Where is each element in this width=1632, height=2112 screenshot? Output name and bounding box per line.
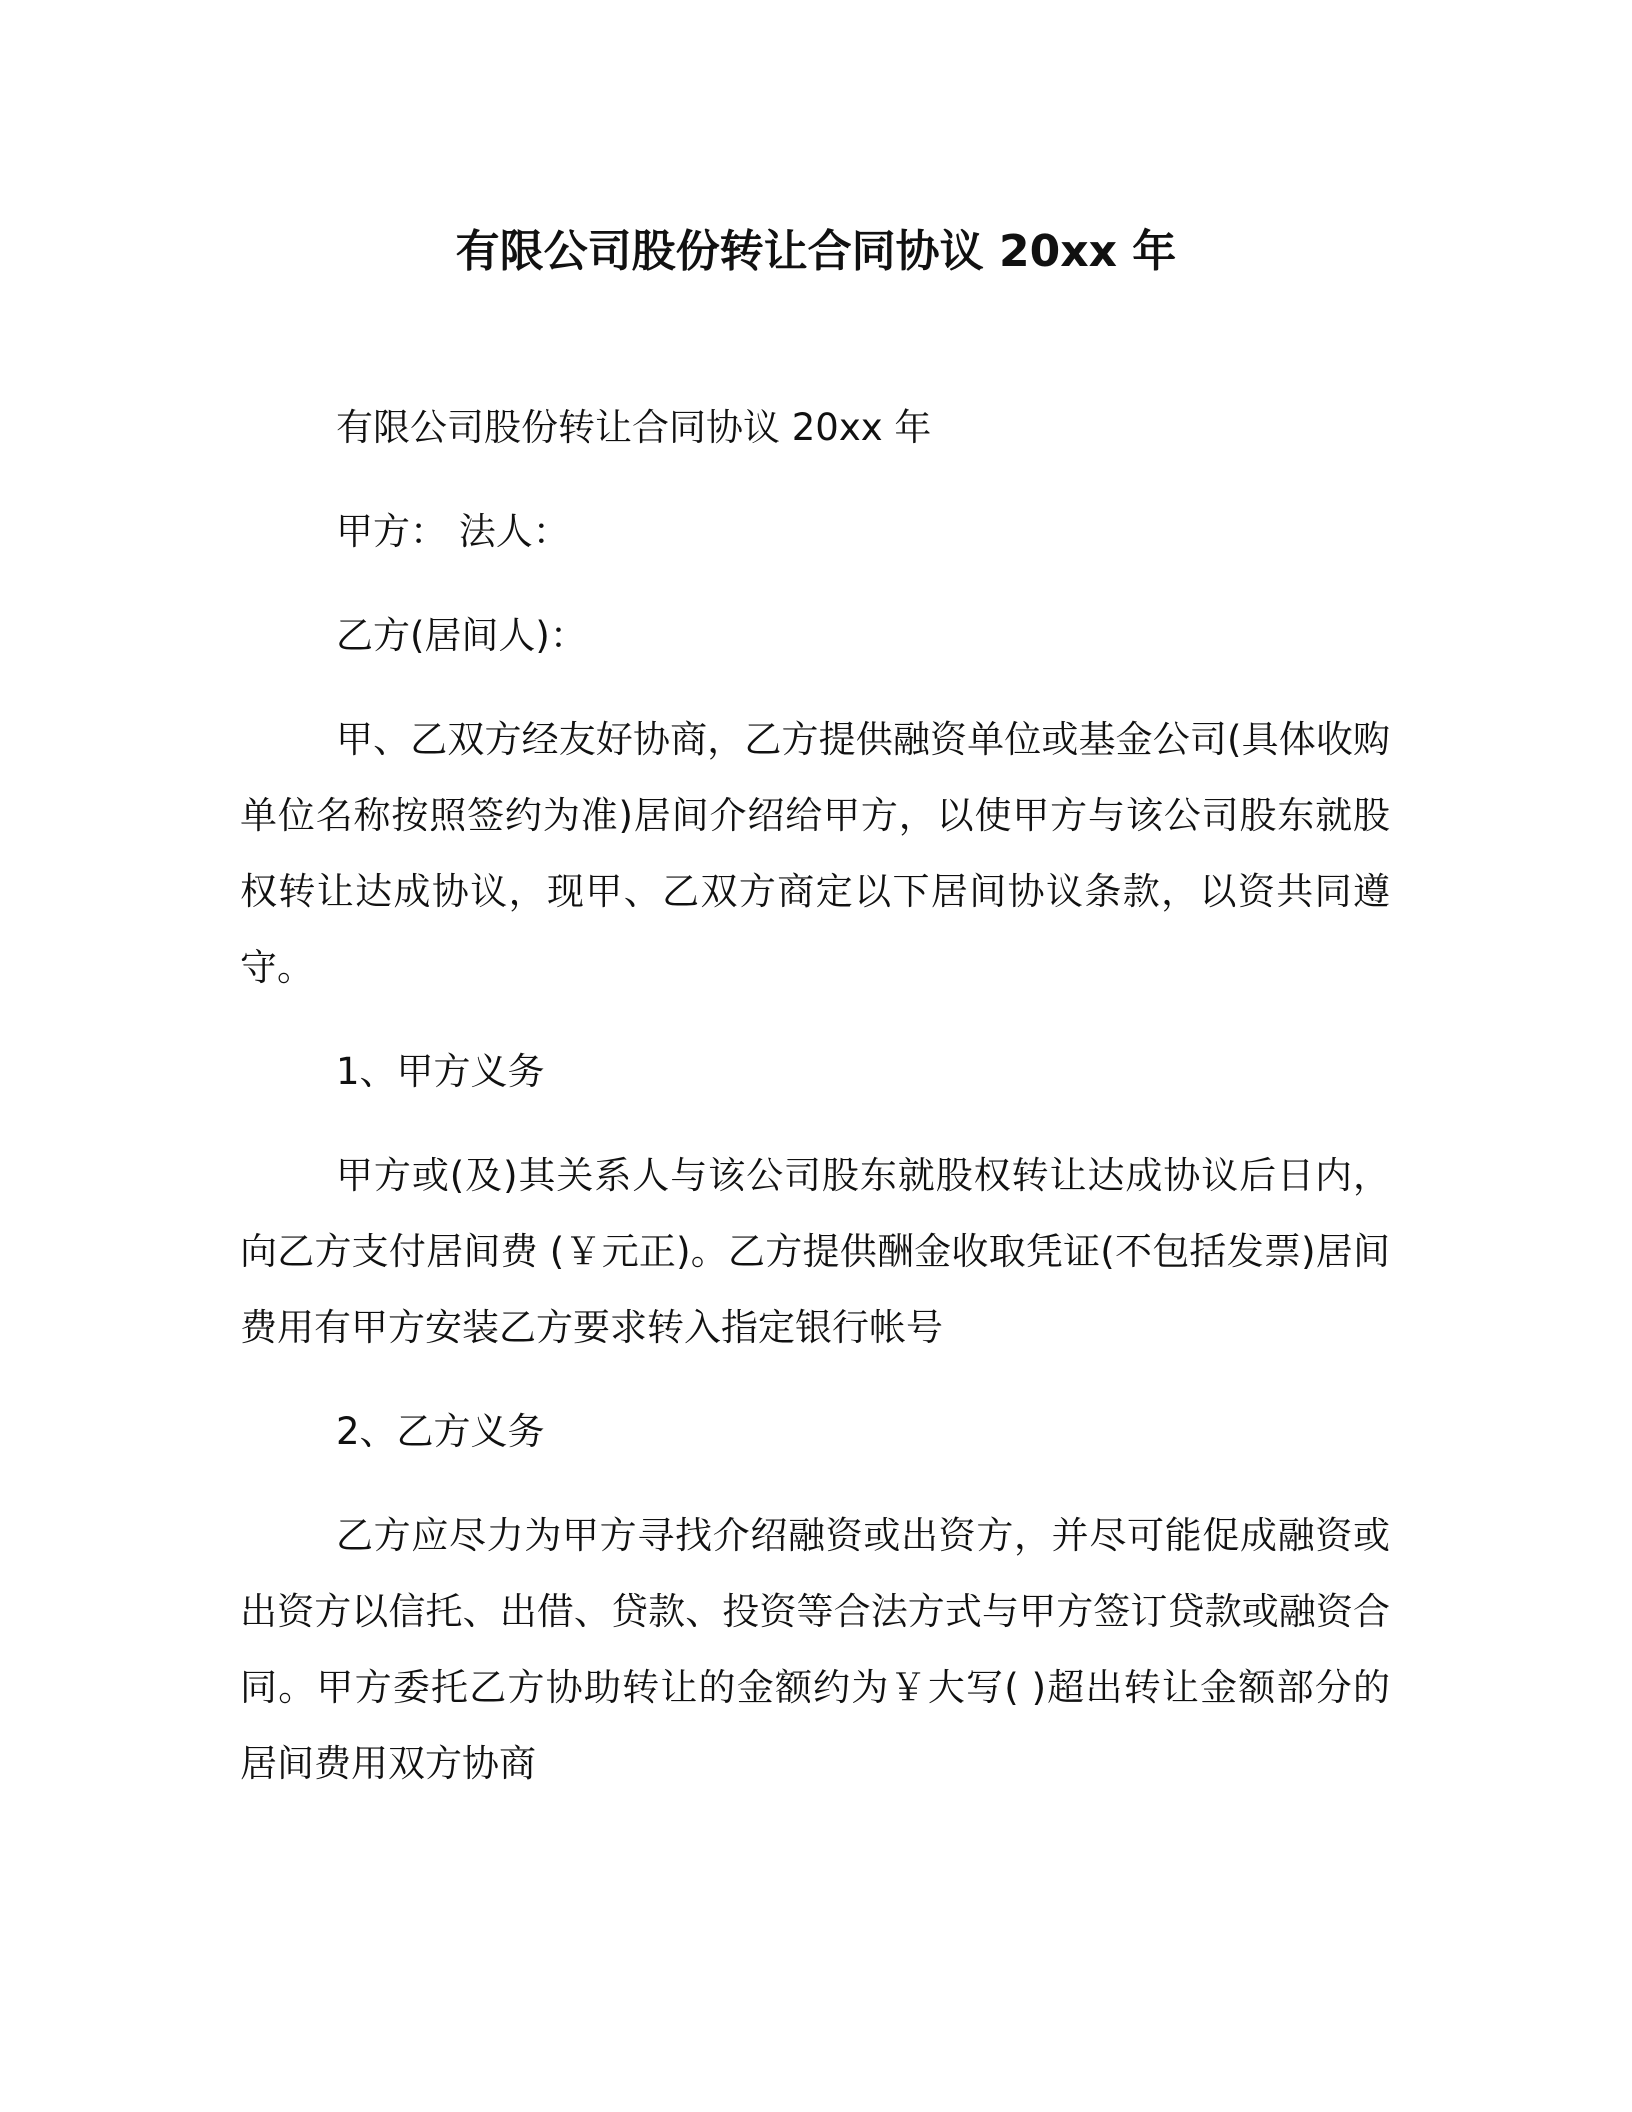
document-title: 有限公司股份转让合同协议 20xx 年 xyxy=(455,226,1177,277)
paragraph-party-b: 乙方(居间人)： xyxy=(336,614,587,657)
section-heading-party-a-duties: 1、甲方义务 xyxy=(336,1050,545,1093)
document-body xyxy=(240,390,1390,1830)
paragraph-preamble: 甲、乙双方经友好协商，乙方提供融资单位或基金公司(具体收购单位名称按照签约为准)居间介绍给甲方，以使甲方与该公司股东就股权转让达成协议，现甲、乙双方商定以下居间协议条款，以资共同遵守。 xyxy=(240,718,1390,989)
paragraph-party-a: 甲方： 法人： xyxy=(336,510,570,553)
paragraph-subtitle: 有限公司股份转让合同协议 20xx 年 xyxy=(336,406,932,449)
paragraph-party-a-duties: 甲方或(及)其关系人与该公司股东就股权转让达成协议后日内，向乙方支付居间费 (￥元正)。乙方提供酬金收取凭证(不包括发票)居间费用有甲方安装乙方要求转入指定银行帐号 xyxy=(240,1154,1390,1349)
paragraph-party-b-duties: 乙方应尽力为甲方寻找介绍融资或出资方，并尽可能促成融资或出资方以信托、出借、贷款、投资等合法方式与甲方签订贷款或融资合同。甲方委托乙方协助转让的金额约为￥大写( )超出转让金额部分的居间费用双方协商 xyxy=(240,1514,1390,1785)
section-heading-party-b-duties: 2、乙方义务 xyxy=(336,1410,545,1453)
